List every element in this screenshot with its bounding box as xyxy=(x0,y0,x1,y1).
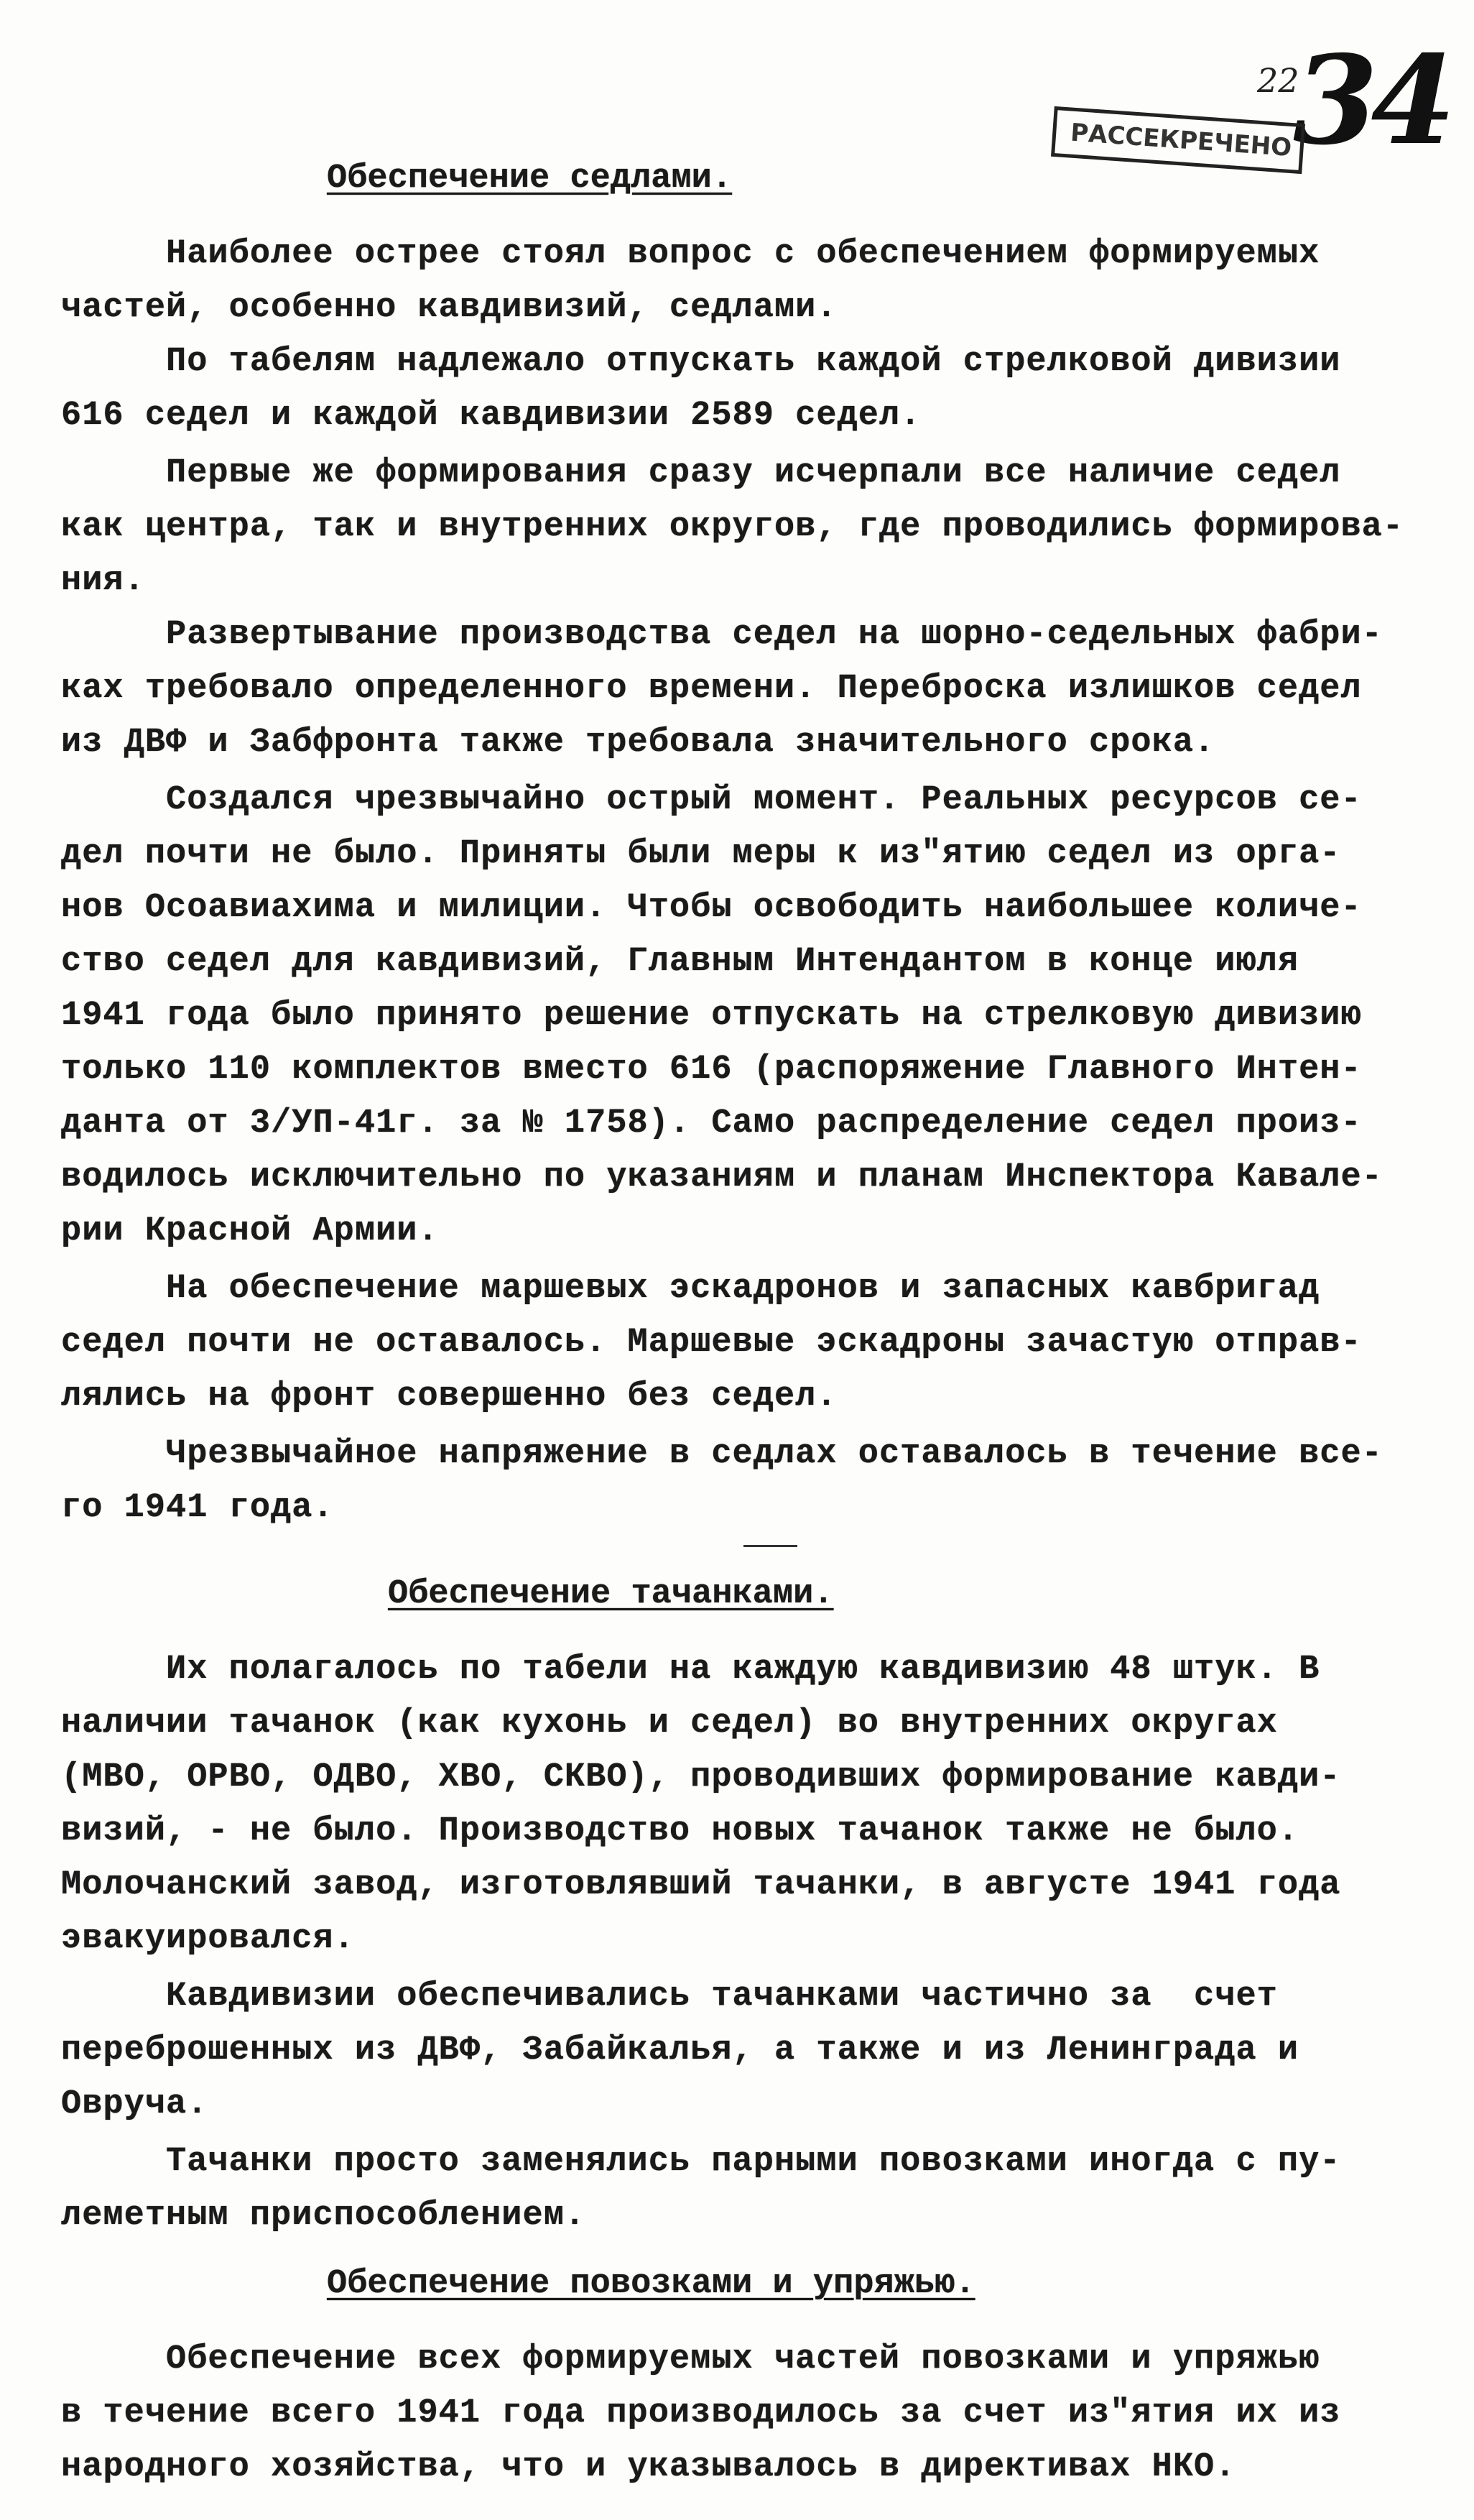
text-line: Кавдивизии обеспечивались тачанками частично за счет xyxy=(61,1977,1278,2016)
text-line: Развертывание производства седел на шорно-седельных фабри- xyxy=(61,616,1383,654)
text-line: в течение всего 1941 года производилось за счет из"ятия их из xyxy=(61,2394,1341,2432)
text-line: данта от 3/УП-41г. за № 1758). Само распределение седел произ- xyxy=(61,1104,1362,1143)
section-heading-wagons: Обеспечение повозками и упряжью. xyxy=(327,2265,975,2303)
secondary-page-number: 22 xyxy=(1257,61,1299,100)
text-line: дел почти не было. Приняты были меры к из"ятию седел из орга- xyxy=(61,835,1341,873)
text-line: Овруча. xyxy=(61,2085,208,2123)
section-divider xyxy=(743,1545,797,1547)
text-line: леметным приспособлением. xyxy=(61,2197,586,2235)
text-line: Создался чрезвычайно острый момент. Реальных ресурсов се- xyxy=(61,781,1362,819)
text-line: Чрезвычайное напряжение в седлах оставалось в течение все- xyxy=(61,1435,1383,1473)
text-line: водилось исключительно по указаниям и планам Инспектора Кавале- xyxy=(61,1158,1383,1196)
text-line: частей, особенно кавдивизий, седлами. xyxy=(61,289,838,327)
text-line: (МВО, ОРВО, ОДВО, ХВО, СКВО), проводивших формирование кавди- xyxy=(61,1758,1341,1796)
text-line: Тачанки просто заменялись парными повозками иногда с пу- xyxy=(61,2143,1341,2181)
text-line: 1941 года было принято решение отпускать на стрелковую дивизию xyxy=(61,997,1362,1035)
text-line: ство седел для кавдивизий, Главным Интендантом в конце июля xyxy=(61,943,1299,981)
text-line: визий, - не было. Производство новых тачанок также не было. xyxy=(61,1812,1299,1850)
text-line: лялись на фронт совершенно без седел. xyxy=(61,1377,838,1416)
text-line: На обеспечение маршевых эскадронов и запасных кавбригад xyxy=(61,1270,1320,1308)
section-heading-saddles: Обеспечение седлами. xyxy=(327,160,733,198)
page-number: 34 xyxy=(1293,29,1449,172)
text-line: седел почти не оставалось. Маршевые эскадроны зачастую отправ- xyxy=(61,1324,1362,1362)
text-line: эвакуировался. xyxy=(61,1920,355,1958)
text-line: нов Осоавиахима и милиции. Чтобы освободить наибольшее количе- xyxy=(61,889,1362,927)
section-heading-tachankas: Обеспечение тачанками. xyxy=(388,1575,834,1613)
text-line: рии Красной Армии. xyxy=(61,1212,439,1250)
text-line: как центра, так и внутренних округов, где проводились формирова- xyxy=(61,508,1404,546)
declassified-stamp xyxy=(1051,106,1305,174)
text-line: Первые же формирования сразу исчерпали все наличие седел xyxy=(61,454,1341,492)
text-line: ния. xyxy=(61,562,145,600)
text-line: только 110 комплектов вместо 616 (распоряжение Главного Интен- xyxy=(61,1051,1362,1089)
text-line: ках требовало определенного времени. Переброска излишков седел xyxy=(61,670,1362,708)
text-line: Обеспечение всех формируемых частей повозками и упряжью xyxy=(61,2340,1320,2378)
text-line: переброшенных из ДВФ, Забайкалья, а также и из Ленинграда и xyxy=(61,2031,1299,2069)
text-line: народного хозяйства, что и указывалось в директивах НКО. xyxy=(61,2448,1236,2486)
text-line: из ДВФ и Забфронта также требовала значительного срока. xyxy=(61,724,1215,762)
text-line: 616 седел и каждой кавдивизии 2589 седел. xyxy=(61,397,922,435)
text-line: Их полагалось по табели на каждую кавдивизию 48 штук. В xyxy=(61,1651,1320,1689)
text-line: Наиболее острее стоял вопрос с обеспечением формируемых xyxy=(61,235,1320,273)
text-line: наличии тачанок (как кухонь и седел) во внутренних округах xyxy=(61,1704,1278,1743)
stamp-text: РАССЕКРЕЧЕНО xyxy=(1069,118,1293,162)
text-line: По табелям надлежало отпускать каждой стрелковой дивизии xyxy=(61,343,1341,381)
text-line: го 1941 года. xyxy=(61,1489,334,1527)
text-line: Молочанский завод, изготовлявший тачанки, в августе 1941 года xyxy=(61,1866,1341,1904)
